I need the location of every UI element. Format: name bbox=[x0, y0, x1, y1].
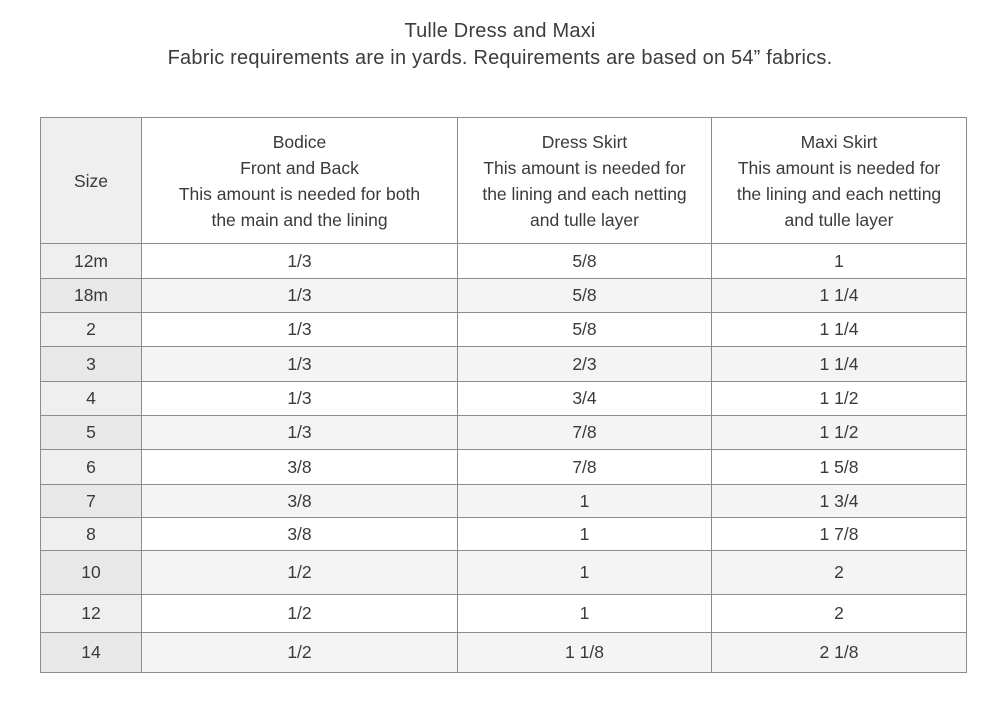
cell-size: 14 bbox=[41, 633, 142, 673]
header-bodice-line: the main and the lining bbox=[211, 209, 388, 230]
header-maxi-skirt bbox=[712, 118, 967, 244]
cell-bodice: 1/2 bbox=[142, 595, 458, 633]
table-row bbox=[41, 416, 967, 450]
cell-bodice: 1/3 bbox=[142, 313, 458, 347]
cell-maxi-skirt: 1 bbox=[712, 244, 967, 279]
cell-bodice: 3/8 bbox=[142, 450, 458, 485]
cell-bodice: 3/8 bbox=[142, 485, 458, 518]
cell-size: 6 bbox=[41, 450, 142, 485]
cell-size: 2 bbox=[41, 313, 142, 347]
cell-maxi-skirt: 1 1/4 bbox=[712, 347, 967, 382]
cell-size: 5 bbox=[41, 416, 142, 450]
header-dress-skirt-line: Dress Skirt bbox=[541, 131, 628, 152]
table-row bbox=[41, 450, 967, 485]
cell-maxi-skirt: 2 bbox=[712, 595, 967, 633]
cell-dress-skirt: 3/4 bbox=[458, 382, 712, 416]
cell-bodice: 1/2 bbox=[142, 551, 458, 595]
cell-dress-skirt: 1 1/8 bbox=[458, 633, 712, 673]
cell-size: 7 bbox=[41, 485, 142, 518]
header-dress-skirt-line: This amount is needed for bbox=[483, 157, 686, 178]
cell-bodice: 1/3 bbox=[142, 416, 458, 450]
header-row bbox=[41, 118, 967, 244]
cell-bodice: 3/8 bbox=[142, 518, 458, 551]
cell-maxi-skirt: 1 1/2 bbox=[712, 416, 967, 450]
cell-size: 12m bbox=[41, 244, 142, 279]
cell-size: 8 bbox=[41, 518, 142, 551]
header-dress-skirt-line: and tulle layer bbox=[530, 209, 639, 230]
cell-maxi-skirt: 2 1/8 bbox=[712, 633, 967, 673]
cell-dress-skirt: 1 bbox=[458, 485, 712, 518]
cell-bodice: 1/3 bbox=[142, 382, 458, 416]
table-row bbox=[41, 518, 967, 551]
header-dress-skirt-line: the lining and each netting bbox=[482, 183, 687, 204]
header-bodice-line: Bodice bbox=[272, 131, 327, 152]
cell-bodice: 1/3 bbox=[142, 279, 458, 313]
table-row bbox=[41, 382, 967, 416]
cell-size: 18m bbox=[41, 279, 142, 313]
table-row bbox=[41, 279, 967, 313]
cell-size: 3 bbox=[41, 347, 142, 382]
cell-dress-skirt: 5/8 bbox=[458, 279, 712, 313]
cell-maxi-skirt: 1 5/8 bbox=[712, 450, 967, 485]
cell-maxi-skirt: 1 3/4 bbox=[712, 485, 967, 518]
cell-size: 10 bbox=[41, 551, 142, 595]
header-bodice bbox=[142, 118, 458, 244]
table-row bbox=[41, 551, 967, 595]
title-block bbox=[0, 18, 1000, 72]
cell-bodice: 1/3 bbox=[142, 347, 458, 382]
cell-dress-skirt: 1 bbox=[458, 551, 712, 595]
header-maxi-skirt-line: This amount is needed for bbox=[737, 157, 941, 178]
header-maxi-skirt-line: the lining and each netting bbox=[736, 183, 942, 204]
table-row bbox=[41, 595, 967, 633]
cell-dress-skirt: 5/8 bbox=[458, 244, 712, 279]
cell-dress-skirt: 7/8 bbox=[458, 416, 712, 450]
cell-size: 4 bbox=[41, 382, 142, 416]
cell-maxi-skirt: 1 1/4 bbox=[712, 313, 967, 347]
header-maxi-skirt-line: Maxi Skirt bbox=[800, 131, 878, 152]
table-row bbox=[41, 244, 967, 279]
header-bodice-line: Front and Back bbox=[240, 157, 359, 178]
cell-dress-skirt: 1 bbox=[458, 518, 712, 551]
table-body bbox=[41, 244, 967, 673]
page-subtitle: Fabric requirements are in yards. Requirements are based on 54” fabrics. bbox=[167, 47, 833, 69]
cell-dress-skirt: 5/8 bbox=[458, 313, 712, 347]
page-title: Tulle Dress and Maxi bbox=[404, 20, 596, 42]
table-row bbox=[41, 313, 967, 347]
cell-dress-skirt: 1 bbox=[458, 595, 712, 633]
cell-dress-skirt: 7/8 bbox=[458, 450, 712, 485]
cell-maxi-skirt: 1 1/4 bbox=[712, 279, 967, 313]
cell-dress-skirt: 2/3 bbox=[458, 347, 712, 382]
table-row bbox=[41, 633, 967, 673]
cell-maxi-skirt: 2 bbox=[712, 551, 967, 595]
header-dress-skirt bbox=[458, 118, 712, 244]
cell-maxi-skirt: 1 1/2 bbox=[712, 382, 967, 416]
cell-maxi-skirt: 1 7/8 bbox=[712, 518, 967, 551]
header-size bbox=[41, 118, 142, 244]
header-maxi-skirt-line: and tulle layer bbox=[784, 209, 894, 230]
fabric-requirements-table bbox=[40, 117, 967, 673]
table-row bbox=[41, 347, 967, 382]
cell-size: 12 bbox=[41, 595, 142, 633]
table-header bbox=[41, 118, 967, 244]
header-bodice-line: This amount is needed for both bbox=[178, 183, 421, 204]
table-row bbox=[41, 485, 967, 518]
cell-bodice: 1/3 bbox=[142, 244, 458, 279]
header-size-label: Size bbox=[73, 170, 109, 191]
cell-bodice: 1/2 bbox=[142, 633, 458, 673]
